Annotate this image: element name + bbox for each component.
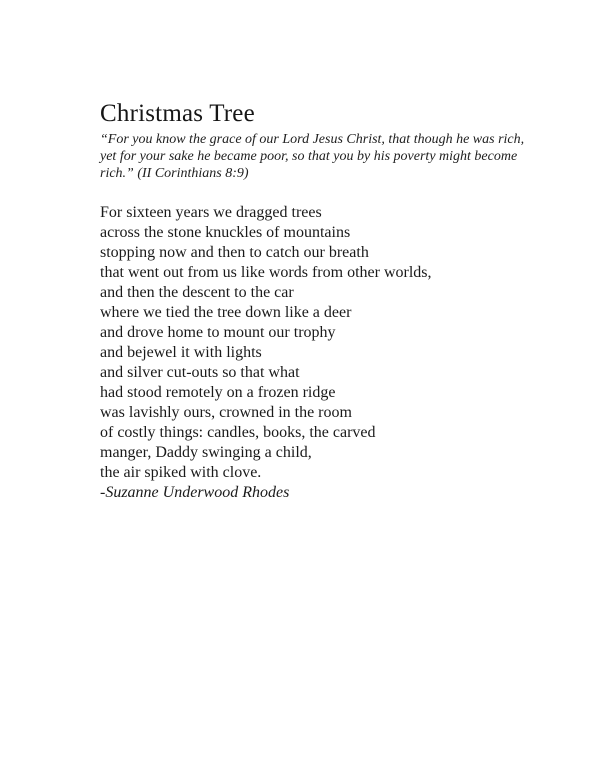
poem-line: and silver cut-outs so that what [100, 364, 300, 381]
poem-line: manger, Daddy swinging a child, [100, 444, 312, 461]
poem-block [100, 99, 570, 503]
poem-line: and bejewel it with lights [100, 344, 262, 361]
poem-line: of costly things: candles, books, the carved [100, 424, 376, 441]
poem-line: that went out from us like words from other worlds, [100, 264, 432, 281]
poem-body [100, 203, 570, 483]
epigraph-line: yet for your sake he became poor, so that you by his poverty might become [100, 149, 518, 164]
poem-line: and drove home to mount our trophy [100, 324, 336, 341]
poem-line: where we tied the tree down like a deer [100, 304, 352, 321]
poem-line: had stood remotely on a frozen ridge [100, 384, 336, 401]
poem-line: across the stone knuckles of mountains [100, 224, 351, 241]
poem-line: the air spiked with clove. [100, 464, 262, 481]
poem-line: was lavishly ours, crowned in the room [100, 404, 352, 421]
poem-attribution: -Suzanne Underwood Rhodes [100, 484, 290, 501]
epigraph-line: “For you know the grace of our Lord Jesus Christ, that though he was rich, [100, 132, 525, 147]
poem-epigraph [100, 131, 570, 182]
poem-line: stopping now and then to catch our breath [100, 244, 369, 261]
epigraph-line: rich.” (II Corinthians 8:9) [100, 166, 249, 181]
poem-title: Christmas Tree [100, 100, 255, 127]
poem-line: and then the descent to the car [100, 284, 294, 301]
poem-line: For sixteen years we dragged trees [100, 204, 322, 221]
